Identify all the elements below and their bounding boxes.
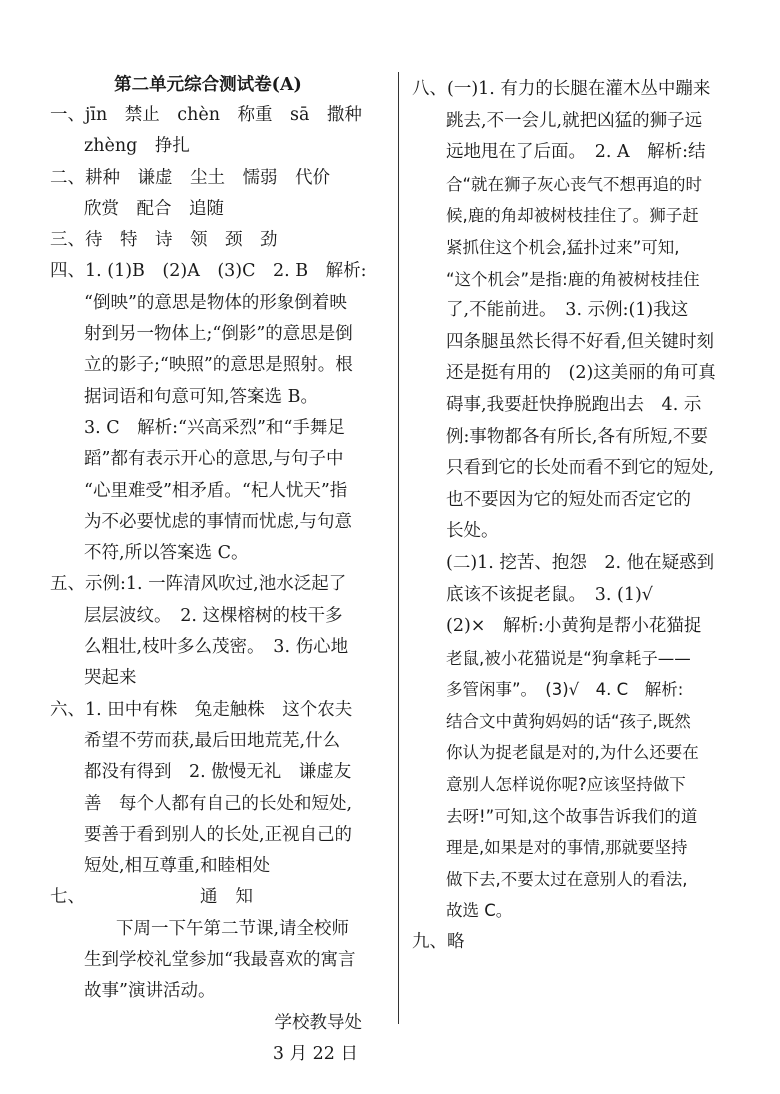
answer-line: 短处,相互尊重,和睦相处 [84,856,271,877]
section-seven-line [50,882,366,913]
answer-line: “心里难受”相矛盾。“杞人忧天”指 [84,480,348,501]
answer-line: 合“就在狮子灰心丧气不想再追的时 [446,174,703,194]
answer-line: 候,鹿的角却被树枝挂住了。狮子赶 [446,206,699,226]
answer-line: 要善于看到别人的长处,正视自己的 [84,824,353,845]
answer-line: 哭起来 [84,668,137,689]
answer-line: 故选 C。 [446,901,513,921]
answer-line: 四条腿虽然长得不好看,但关键时刻 [446,331,715,352]
answer-line: 跳去,不一会儿,就把凶猛的狮子远 [446,110,703,131]
answer-line: 为不必要忧虑的事情而忧虑,与句意 [84,511,353,532]
answer-line: 层层波纹。 2. 这棵榕树的枝干多 [84,605,343,626]
notice-body-line: 故事”演讲活动。 [84,981,216,1002]
answer-line: 多管闲事”。 (3)√ 4. C 解析: [446,680,684,700]
answer-line: 九、略 [412,932,465,953]
right-column [412,74,732,959]
answer-line: zhèng 挣扎 [84,136,190,157]
answer-line: “这个机会”是指:鹿的角被树枝挂住 [446,269,700,289]
answer-line: 例:事物都各有所长,各有所短,不要 [446,426,709,447]
answer-line: 八、(一)1. 有力的长腿在灌木丛中蹦来 [412,79,711,99]
answer-line: 三、待 特 诗 领 颈 劲 [50,230,278,251]
answer-line: 理是,如果是对的事情,那就要坚持 [446,838,688,858]
answer-line: 3. C 解析:“兴高采烈”和“手舞足 [84,417,345,438]
answer-line: 结合文中黄狗妈妈的话“孩子,既然 [446,711,691,731]
left-column [50,74,366,1070]
answer-line: 长处。 [446,521,499,542]
notice-body-line: 生到学校礼堂参加“我最喜欢的寓言 [84,950,356,971]
answer-line: 射到另一物体上;“倒影”的意思是倒 [84,324,353,345]
answer-line: 善 每个人都有自己的长处和短处, [84,793,353,814]
answer-line: 欣赏 配合 追随 [84,198,224,219]
answer-line: 立的影子;“映照”的意思是照射。根 [84,355,353,376]
page-title: 第二单元综合测试卷(A) [114,75,302,95]
answer-line: 去呀!”可知,这个故事告诉我们的道 [446,806,698,826]
answer-line: 只看到它的长处而看不到它的短处, [446,458,715,479]
answer-line: 远地甩在了后面。 2. A 解析:结 [446,142,706,163]
answer-line: 还是挺有用的 (2)这美丽的角可真 [446,363,716,384]
answer-line: 了,不能前进。 3. 示例:(1)我这 [446,300,689,321]
answer-line: 四、1. (1)B (2)A (3)C 2. B 解析: [50,261,367,282]
answer-line: 五、示例:1. 一阵清风吹过,池水泛起了 [50,574,347,595]
answer-line: 意别人怎样说你呢?应该坚持做下 [446,775,686,795]
notice-signature: 学校教导处 [274,1012,362,1033]
notice-title: 通知 [200,887,271,908]
section-seven-label: 七、 [50,887,85,908]
answer-line: 紧抓住这个机会,猛扑过来”可知, [446,237,680,257]
answer-line: 底该不该捉老鼠。 3. (1)√ [446,584,653,605]
answer-line: 老鼠,被小花猫说是“狗拿耗子—— [446,648,691,668]
answer-line: 都没有得到 2. 傲慢无礼 谦虚友 [84,762,352,783]
answer-line: 么粗壮,枝叶多么茂密。 3. 伤心地 [84,637,349,658]
notice-date: 3 月 22 日 [272,1043,358,1064]
answer-line: 蹈”都有表示开心的意思,与句子中 [84,449,344,470]
answer-line: “倒映”的意思是物体的形象倒着映 [84,292,347,313]
notice-body-line: 下周一下午第二节课,请全校师 [116,918,350,939]
answer-line: 二、耕种 谦虚 尘土 懦弱 代价 [50,167,330,188]
answer-line: 碍事,我要赶快挣脱跑出去 4. 示 [446,394,702,415]
answer-line: 希望不劳而获,最后田地荒芜,什么 [84,730,341,751]
answer-line: 一、jīn 禁止 chèn 称重 sā 撒种 [50,105,362,125]
answer-line: (二)1. 挖苦、抱怨 2. 他在疑惑到 [446,552,715,573]
answer-line: 做下去,不要太过在意别人的看法, [446,869,688,889]
answer-line: 也不要因为它的短处而否定它的 [446,489,691,510]
answer-line: 据词语和句意可知,答案选 B。 [84,386,318,407]
answer-line: (2)× 解析:小黄狗是帮小花猫捉 [446,616,702,637]
column-divider [398,72,399,1024]
answer-line: 你认为捉老鼠是对的,为什么还要在 [446,743,699,763]
answer-line: 六、1. 田中有株 兔走触株 这个农夫 [50,699,353,720]
answer-line: 不符,所以答案选 C。 [84,543,249,564]
